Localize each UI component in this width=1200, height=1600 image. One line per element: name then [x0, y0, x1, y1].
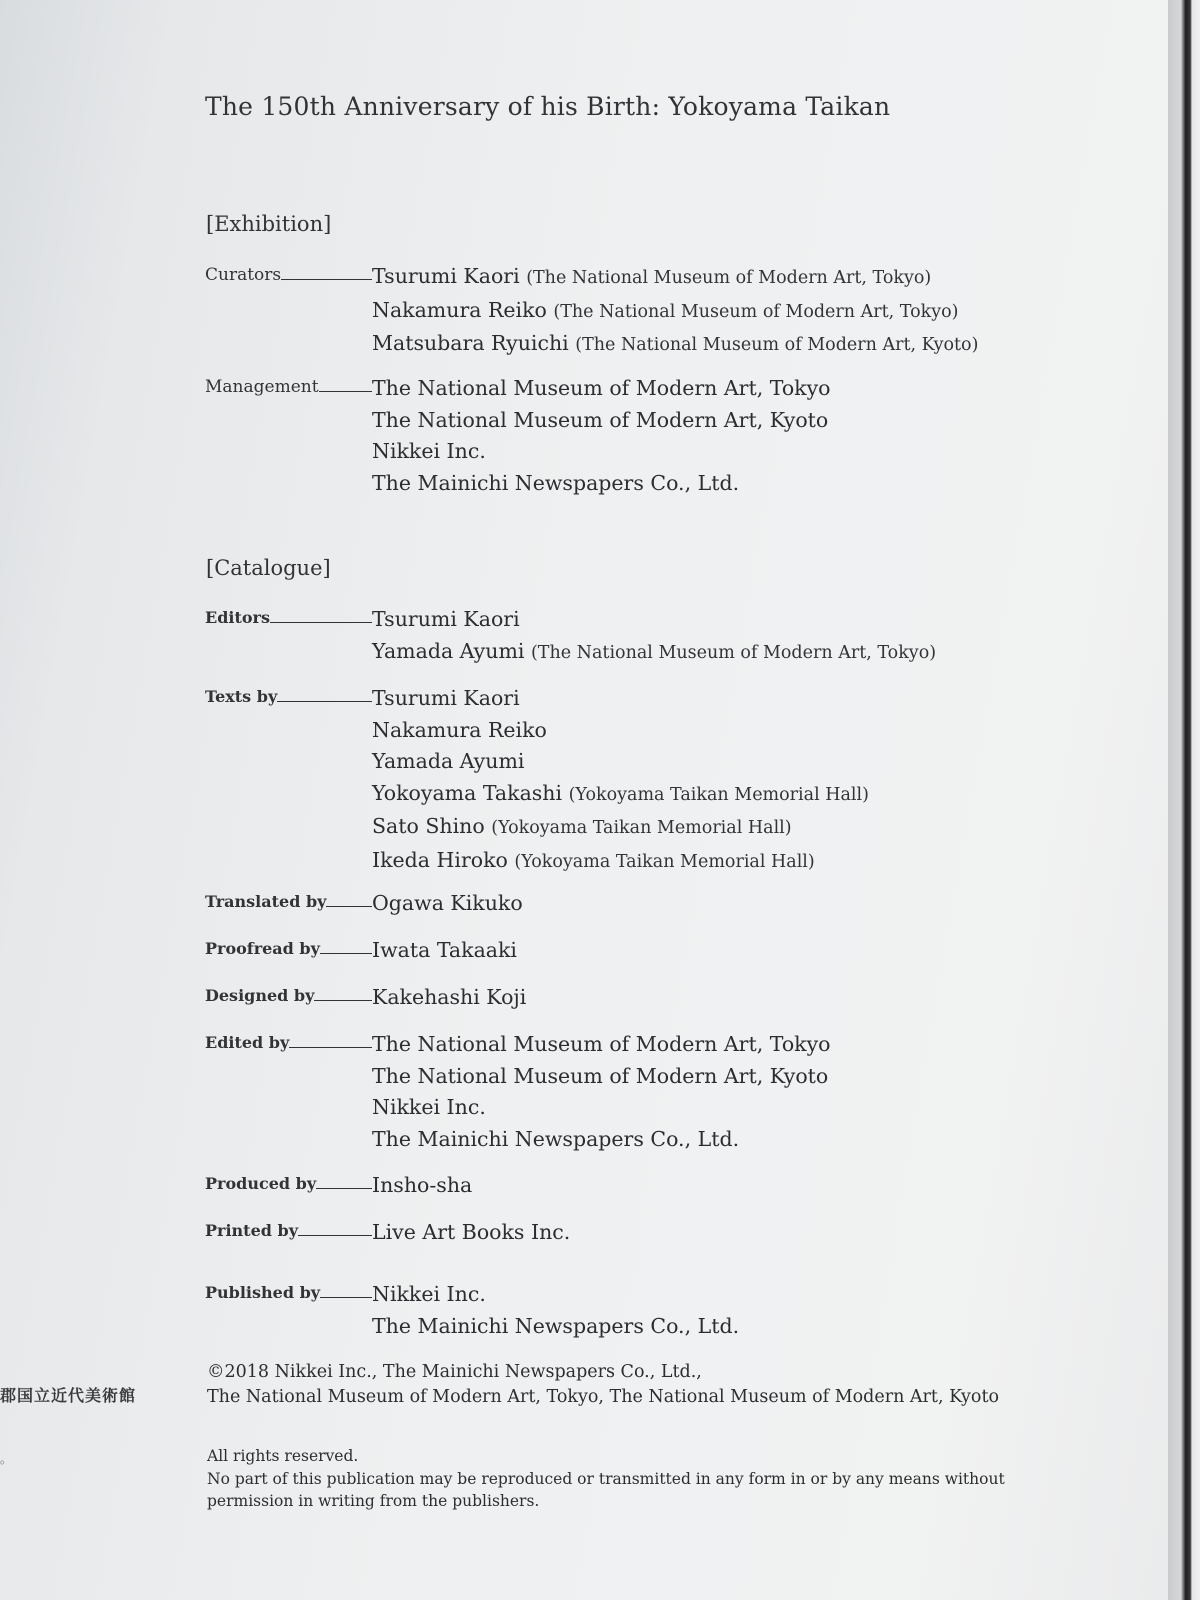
curators-list: [372, 261, 978, 362]
translated-by-credit: [205, 888, 523, 920]
published-by-credit: [205, 1279, 739, 1342]
rights-line: All rights reserved.: [207, 1447, 359, 1465]
producer-name: Insho-sha: [372, 1173, 473, 1197]
rights-line: No part of this publication may be reproduced or transmitted in any form in or by any means without: [207, 1469, 1005, 1488]
proofread-by-label: Proofread by: [205, 935, 372, 960]
curator-entry: Nakamura Reiko (The National Museum of Modern Art, Tokyo): [372, 297, 959, 322]
edited-by-list: [372, 1029, 831, 1155]
exhibition-heading: [Exhibition]: [206, 212, 332, 236]
editors-label: Editors: [205, 604, 372, 629]
editors-credit: [205, 604, 936, 669]
page-title: The 150th Anniversary of his Birth: Yokoyama Taikan: [205, 92, 891, 121]
author-entry: Sato Shino (Yokoyama Taikan Memorial Hall): [372, 814, 792, 838]
editor-entry: Tsurumi Kaori: [372, 607, 520, 631]
designer-name: Kakehashi Koji: [372, 985, 527, 1009]
proofreader-name: Iwata Takaaki: [372, 938, 517, 962]
translator-name: Ogawa Kikuko: [372, 891, 523, 915]
designed-by-credit: [205, 982, 526, 1014]
copyright-line: The National Museum of Modern Art, Tokyo, The National Museum of Modern Art, Kyoto: [207, 1387, 1000, 1407]
book-spine-edge: [1168, 0, 1200, 1600]
author-entry: Yokoyama Takashi (Yokoyama Taikan Memorial Hall): [372, 780, 869, 805]
management-credit: [205, 373, 831, 499]
texts-by-credit: [205, 683, 869, 878]
management-entry: The National Museum of Modern Art, Tokyo: [372, 376, 831, 400]
curators-credit: [205, 261, 978, 362]
catalogue-heading: [Catalogue]: [206, 556, 331, 580]
editor-org-entry: The Mainichi Newspapers Co., Ltd.: [372, 1126, 740, 1151]
curators-label: Curators: [205, 261, 372, 286]
proofread-by-credit: [205, 935, 517, 967]
curator-entry: Matsubara Ryuichi (The National Museum of Modern Art, Kyoto): [372, 331, 979, 355]
copyright-line: ©2018 Nikkei Inc., The Mainichi Newspapers Co., Ltd.,: [207, 1362, 702, 1382]
publisher-entry: Nikkei Inc.: [372, 1282, 486, 1306]
rights-notice: [207, 1445, 1005, 1513]
editor-org-entry: Nikkei Inc.: [372, 1095, 486, 1119]
management-label: Management: [205, 373, 372, 398]
copyright-notice: [207, 1360, 999, 1410]
designed-by-label: Designed by: [205, 982, 372, 1007]
texts-by-label: Texts by: [205, 683, 372, 708]
edited-by-credit: [205, 1029, 831, 1155]
texts-by-list: [372, 683, 869, 878]
produced-by-credit: [205, 1170, 472, 1202]
printed-by-label: Printed by: [205, 1217, 372, 1242]
translated-by-label: Translated by: [205, 888, 372, 913]
editor-org-entry: The National Museum of Modern Art, Kyoto: [372, 1063, 829, 1088]
edited-by-label: Edited by: [205, 1029, 372, 1054]
facing-page-mark: 。: [0, 1452, 13, 1466]
author-entry: Yamada Ayumi: [372, 749, 525, 773]
published-by-list: [372, 1279, 739, 1342]
curator-entry: Tsurumi Kaori (The National Museum of Modern Art, Tokyo): [372, 264, 932, 288]
editors-list: [372, 604, 936, 669]
printed-by-credit: [205, 1217, 570, 1249]
publisher-entry: The Mainichi Newspapers Co., Ltd.: [372, 1313, 740, 1338]
author-entry: Tsurumi Kaori: [372, 686, 520, 710]
management-entry: Nikkei Inc.: [372, 439, 486, 463]
management-entry: The National Museum of Modern Art, Kyoto: [372, 407, 829, 432]
author-entry: Nakamura Reiko: [372, 717, 547, 742]
management-entry: The Mainichi Newspapers Co., Ltd.: [372, 470, 740, 495]
published-by-label: Published by: [205, 1279, 372, 1304]
editor-org-entry: The National Museum of Modern Art, Tokyo: [372, 1032, 831, 1056]
rights-line: permission in writing from the publishers.: [207, 1492, 540, 1510]
printer-name: Live Art Books Inc.: [372, 1220, 571, 1244]
produced-by-label: Produced by: [205, 1170, 372, 1195]
author-entry: Ikeda Hiroko (Yokoyama Taikan Memorial Hall): [372, 847, 815, 872]
management-list: [372, 373, 831, 499]
editor-entry: Yamada Ayumi (The National Museum of Modern Art, Tokyo): [372, 638, 937, 663]
facing-page-fragment: 郡国立近代美術館: [0, 1386, 137, 1405]
